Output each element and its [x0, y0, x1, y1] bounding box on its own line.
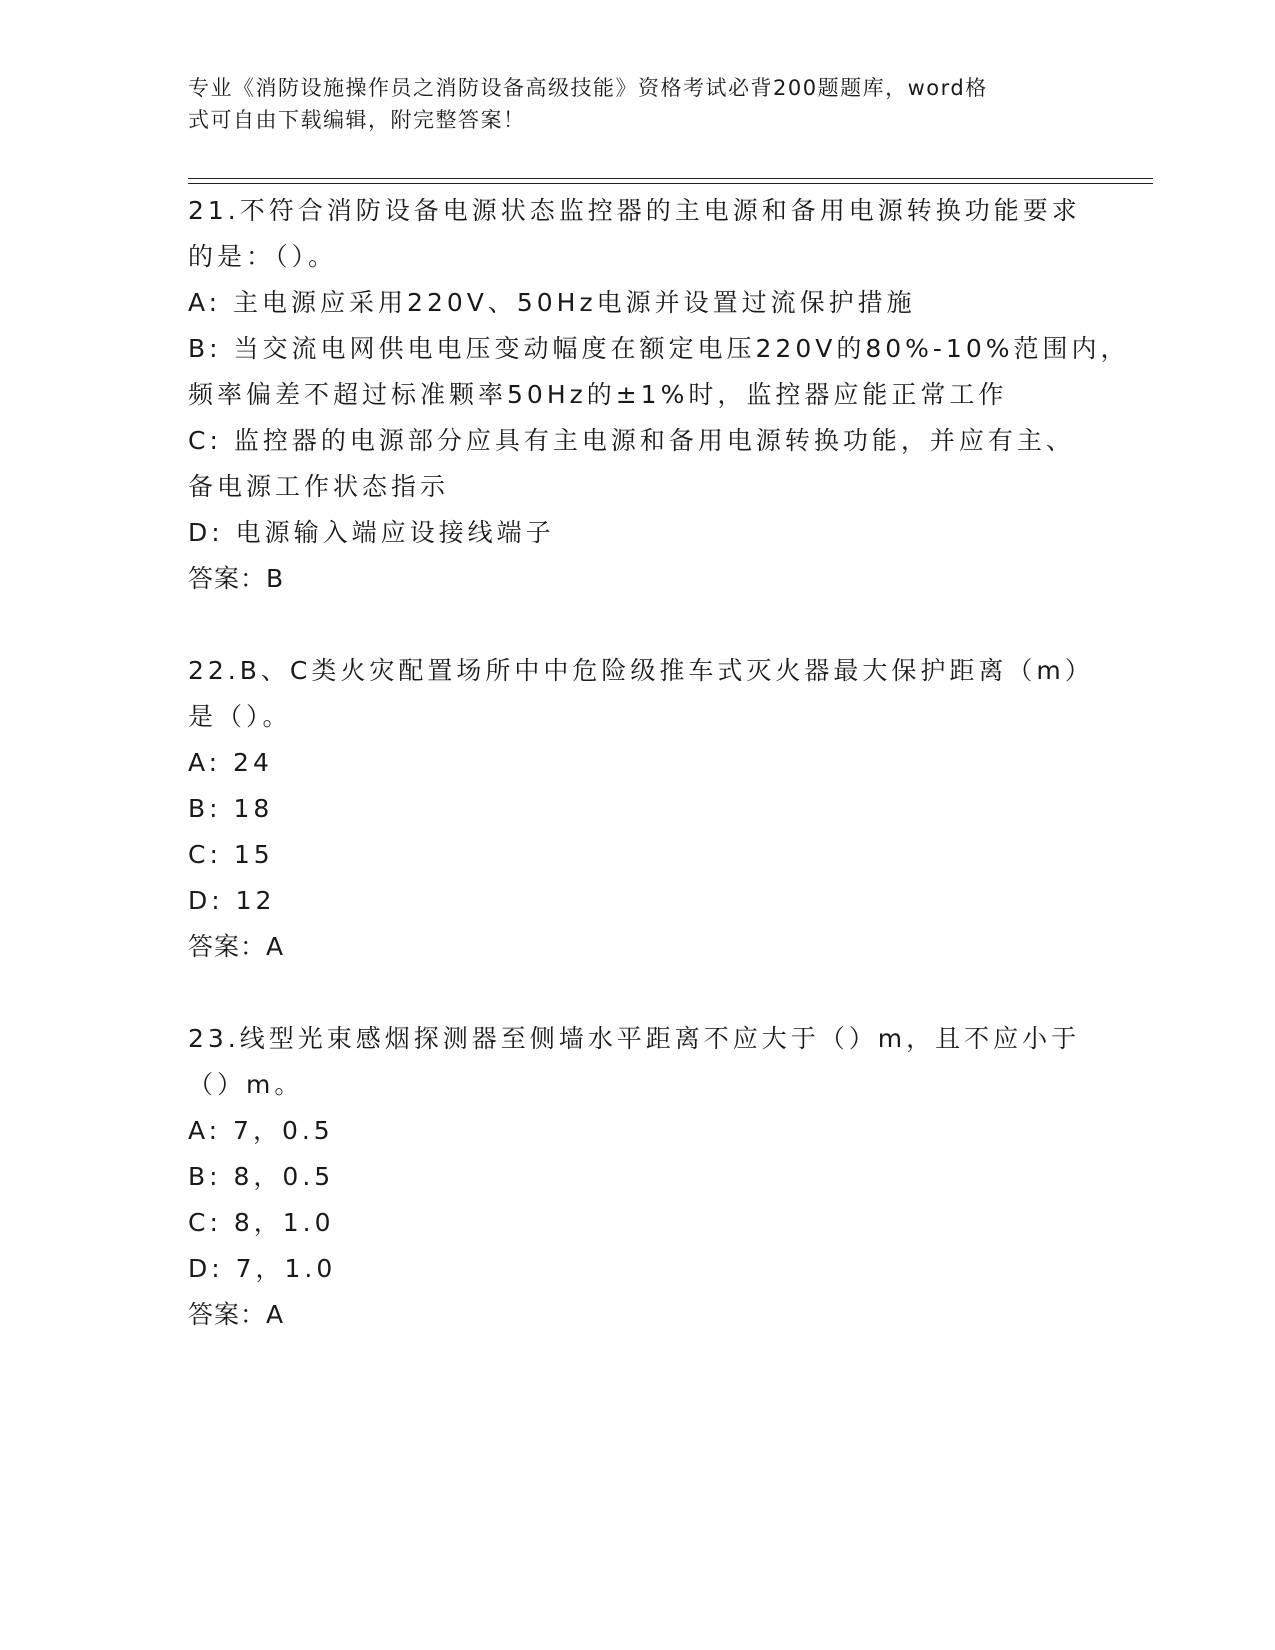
answer-key: 答案：A: [188, 1300, 285, 1329]
option-a: A: 24: [188, 748, 273, 777]
question-stem-continued: 是（）。: [188, 702, 292, 731]
option-b: B: 当交流电网供电电压变动幅度在额定电压220V的80%-10%范围内，: [188, 334, 1130, 363]
question-stem-continued: （）m。: [188, 1070, 304, 1099]
question-list: [188, 188, 1130, 1338]
answer-key: 答案：A: [188, 932, 285, 961]
question-stem: 23.线型光束感烟探测器至侧墙水平距离不应大于（）m，且不应小于: [188, 1024, 1081, 1053]
question-21: [188, 188, 1130, 602]
option-c: C: 8，1.0: [188, 1208, 335, 1237]
spacer: [188, 970, 1088, 1016]
option-d: D: 7，1.0: [188, 1254, 337, 1283]
option-d: D: 电源输入端应设接线端子: [188, 518, 555, 547]
option-c: C: 监控器的电源部分应具有主电源和备用电源转换功能，并应有主、: [188, 426, 1075, 455]
header-line-2: 式可自由下载编辑，附完整答案！: [188, 108, 526, 132]
option-a: A: 主电源应采用220V、50Hz电源并设置过流保护措施: [188, 288, 916, 317]
spacer: [188, 602, 1088, 648]
option-b: B: 8，0.5: [188, 1162, 335, 1191]
header-divider-bottom: [188, 183, 1153, 184]
option-c-continued: 备电源工作状态指示: [188, 472, 450, 501]
question-22: [188, 648, 1094, 970]
question-stem: 21.不符合消防设备电源状态监控器的主电源和备用电源转换功能要求: [188, 196, 1081, 225]
header-line-1: 专业《消防设施操作员之消防设备高级技能》资格考试必背200题题库，word格: [188, 76, 988, 100]
option-c: C: 15: [188, 840, 274, 869]
option-d: D: 12: [188, 886, 276, 915]
document-header: [188, 72, 1088, 136]
question-23: [188, 1016, 1088, 1338]
option-b-continued: 频率偏差不超过标准颗率50Hz的±1%时，监控器应能正常工作: [188, 380, 1008, 409]
answer-key: 答案：B: [188, 564, 285, 593]
header-divider-top: [188, 178, 1153, 179]
question-stem-continued: 的是：（）。: [188, 242, 338, 271]
option-a: A: 7，0.5: [188, 1116, 334, 1145]
option-b: B: 18: [188, 794, 274, 823]
question-stem: 22.B、C类火灾配置场所中中危险级推车式灭火器最大保护距离（m）: [188, 656, 1094, 685]
